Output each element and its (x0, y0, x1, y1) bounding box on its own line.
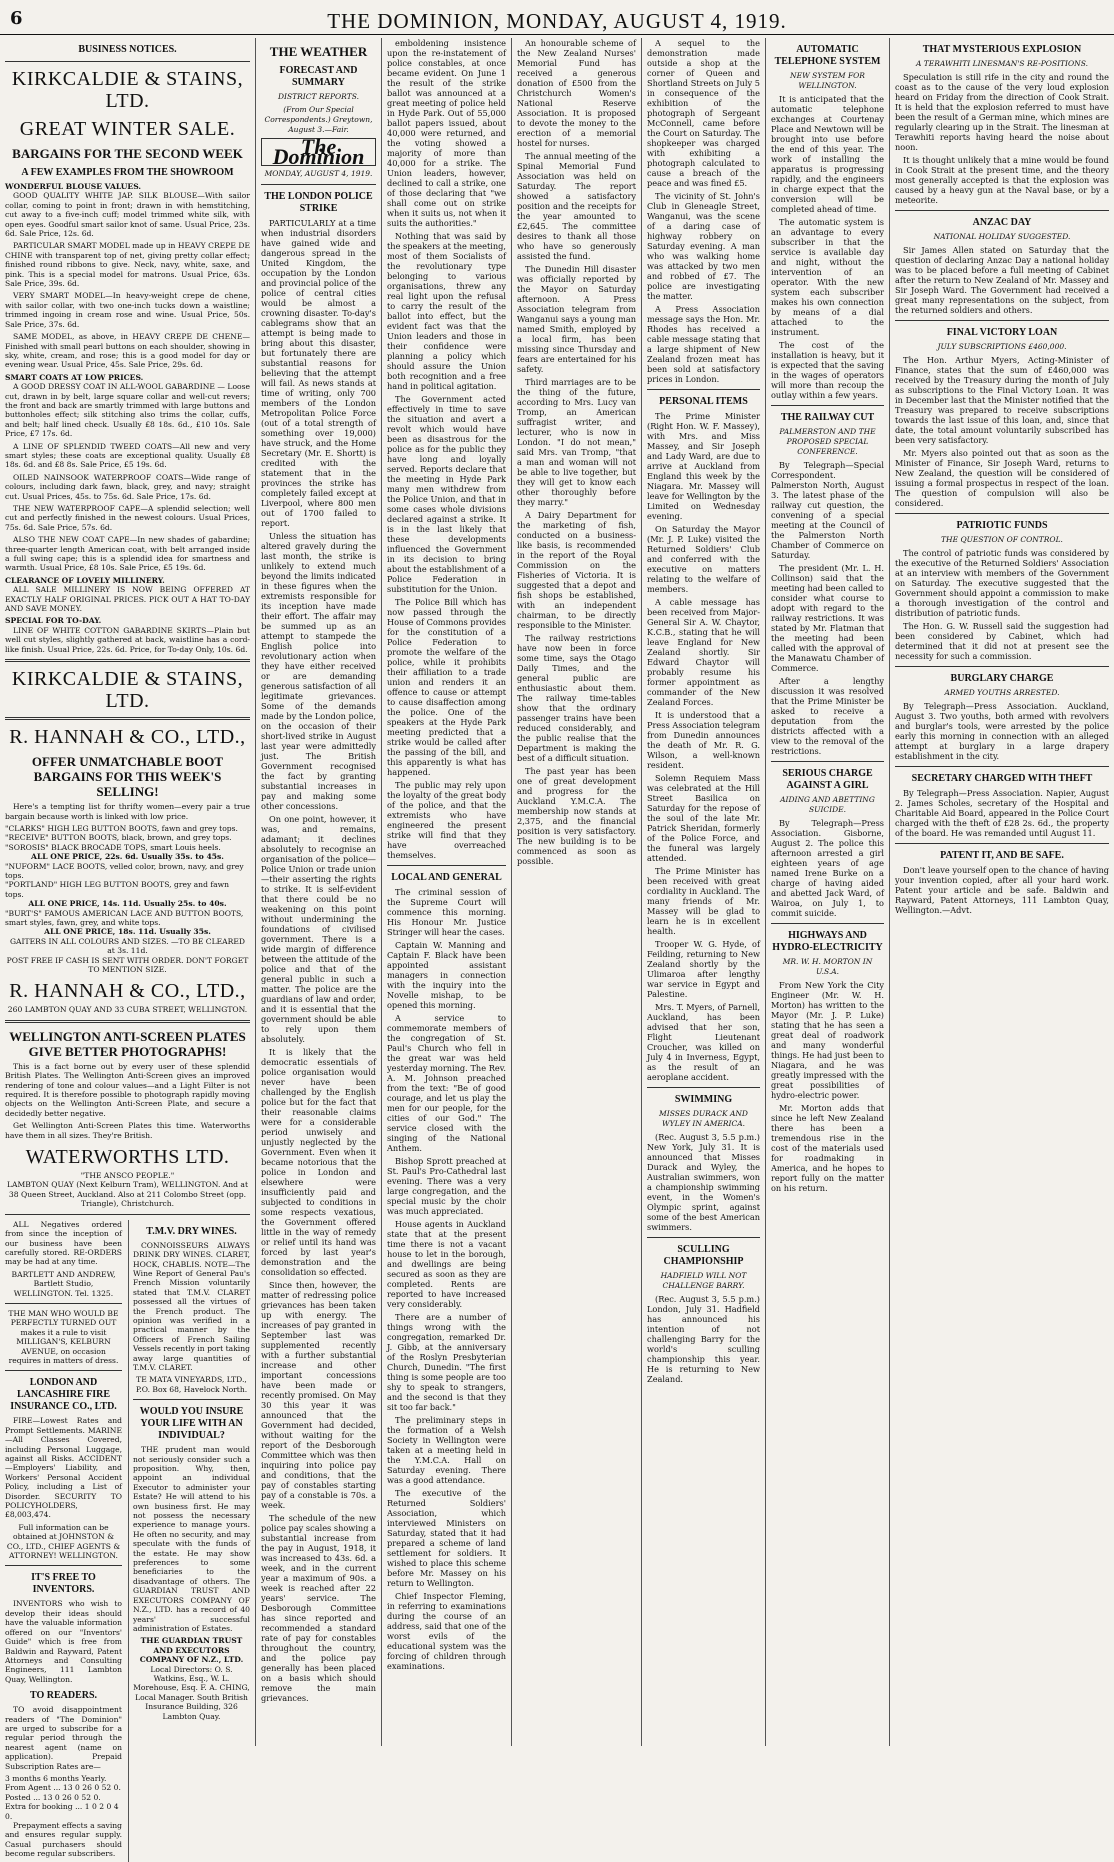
hydro-paragraph: From New York the City Engineer (Mr. W. H. Morton) has written to the Mayor (Mr. J. P. Luke) stating that he has seen a great deal of roadwork and many wonderful things. He had just been to Niagara, and he was greatly impressed with the great possibilities of hydro-electric power. (771, 980, 884, 1100)
ad-paragraph: PARTICULAR SMART MODEL made up in HEAVY CREPE DE CHINE with transparent top of net, giving pretty collar effect; finished round ribbons to give. Neck, navy, white, saxe, and pink. This is a special model for matrons. Usual Price, 63s. Sale Price, 39s. 6d. (5, 241, 250, 289)
loan-title: FINAL VICTORY LOAN (946, 327, 1058, 338)
charge-title: SERIOUS CHARGE AGAINST A GIRL (782, 768, 873, 791)
subscription-rates: 3 months 6 months Yearly. From Agent ... 13 0 26 0 52 0. Posted ... 13 0 26 0 52 0. Extra for booking ... 1 0 2 0 4 0. (5, 1773, 121, 1821)
news-item: A Dairy Department for the marketing of fish, conducted on a business-like basis, is recommended in the report of the Royal Commission on the Fisheries of Victoria. It is suggested that a depot and fish shops be established, with an independent chairman, to be directly responsible to the Minister. (517, 510, 636, 630)
page-number: 6 (10, 8, 23, 29)
column-personal (642, 38, 766, 1746)
burglary-paragraph: By Telegraph—Press Association. Auckland, August 3. Two youths, both armed with revolvers and burglar's tools, were arrested by the police early this morning in connection with an alleged attempt at burglary in a large drapery establishment in the city. (895, 701, 1109, 761)
readers-title: TO READERS. (29, 1690, 98, 1702)
news-item: Third marriages are to be the thing of the future, according to Mrs. Lucy van Tromp, an American suffragist writer, and lecturer, who is now in London. "I do not mean," said Mrs. van Tromp, "that a man and woman will not be able to live together, but they will get to know each other thoroughly before they marry." (517, 377, 636, 507)
news-item: The Dunedin Hill disaster was officially reported by the Mayor on Saturday afternoon. A Press Association telegram from Wanganui says a young man named Smith, employed by a local firm, has been missing since Thursday and fears are entertained for his safety. (517, 264, 636, 374)
editorial-dateline: MONDAY, AUGUST 4, 1919. (264, 169, 373, 178)
hannah-address: 260 LAMBTON QUAY AND 33 CUBA STREET, WELLINGTON. (7, 1005, 248, 1015)
hydro-subtitle: MR. W. H. MORTON IN U.S.A. (782, 957, 873, 976)
personal-item: Trooper W. G. Hyde, of Feilding, returning to New Zealand shortly by the Ulimaroa after lengthy war service in Egypt and Palestine. (647, 939, 760, 999)
secretary-paragraph: By Telegraph—Press Association. Napier, August 2. James Scholes, secretary of the Hospital and Charitable Aid Board, appeared in the Police Court charged with the theft of £28 2s. 6d., the property of the board. He was remanded until August 11. (895, 788, 1109, 838)
ad-paragraph: A LINE OF SPLENDID TWEED COATS—All new and very smart styles; these coats are exceptional quality. Usually £8 18s. 6d. and £8 8s. Sale Price, £5 19s. 6d. (5, 441, 250, 470)
insurance-body: FIRE—Lowest Rates and Prompt Settlements. MARINE—All Classes Covered, including Personal Luggage, against all Risks. ACCIDENT—Employers' Liability, and Workers' Personal Accident Policy, including a List of Disorder. SECURITY TO POLICYHOLDERS, £8,003,474. (5, 1416, 122, 1520)
ad-paragraph: ALL SALE MILLINERY IS NOW BEING OFFERED AT EXACTLY HALF ORIGINAL PRICES. PICK OUT A HAT TO-DAY AND SAVE MONEY. (5, 585, 250, 614)
telephone-subtitle: NEW SYSTEM FOR WELLINGTON. (790, 71, 865, 90)
article-paragraph: The Police Bill which has now passed through the House of Commons provides for the constitution of a Police Federation to promote the welfare of the police, while it prohibits their affiliation to a trade union and renders it an offence to cause or attempt to cause disaffection among the police. One of the speakers at the Hyde Park meeting predicted that a strike would be called after the passing of the bill, and this apparently is what has happened. (387, 597, 506, 777)
editorial-paragraph: On one point, however, it was, and remains, adamant; it declines absolutely to recognise an organisation of the police—Police Union or trade union—their asserting the rights to strike. It is self-evident that there could be no weakening on this point without undermining the foundations of civilised government. There is a wide margin of difference between the attitude of the police and that of the general public in such a matter. The police are the guardians of law and order, and it is essential that the government should be able to rely upon them absolutely. (261, 814, 376, 1044)
news-item: A Press Association message says the Hon. Mr. Rhodes has received a cable message stating that a large shipment of New Zealand frozen meat has been sold at satisfactory prices in London. (647, 304, 760, 384)
bargains-heading: BARGAINS FOR THE SECOND WEEK (12, 146, 243, 161)
charge-paragraph: By Telegraph—Press Association. Gisborne, August 2. The police this afternoon arrested a girl eighteen years of age named Irene Burke on a charge of having aided and abetted Jack Ward, of Wairoa, on July 1, to commit suicide. (771, 818, 884, 918)
readers-body: TO avoid disappointment readers of "The Dominion" are urged to subscribe for a regular period through the nearest agent (name on application). Prepaid Subscription Rates are— (5, 1705, 122, 1771)
personal-item: It is understood that a Press Association telegram from Dunedin announces the death of Mr. R. G. Wilson, a well-known resident. (647, 710, 760, 770)
hannah-item: GAITERS IN ALL COLOURS AND SIZES. —TO BE CLEARED at 3s. 11d. (9, 936, 246, 956)
news-item: The railway restrictions have now been in force some time, says the Otago Daily Times, and the general public are enthusiastic about them. The railway time-tables show that the ordinary passenger trains have been reduced considerably, and the public realise that the Department is making the best of a difficult situation. (517, 633, 636, 763)
railway-paragraph: By Telegraph—Special Correspondent. Palmerston North, August 3. The latest phase of the railway cut question, the convening of a special meeting at the Council of the Palmerston North Chamber of Commerce on Saturday. (771, 460, 884, 560)
personal-item: Solemn Requiem Mass was celebrated at the Hill Street Basilica on Saturday for the repose of the soul of the late Mr. Patrick Sheridan, formerly of the Police Force, and the funeral was largely attended. (647, 773, 760, 863)
inventors-title: IT'S FREE TO INVENTORS. (31, 1572, 96, 1596)
explosion-title: THAT MYSTERIOUS EXPLOSION (922, 44, 1082, 55)
local-item: Chief Inspector Fleming, in referring to examinations during the course of an address, said that one of the worst evils of the educational system was the forcing of children through examinations. (387, 1591, 506, 1671)
article-paragraph: The Government acted effectively in time to save the situation and avert a revolt which would have been as disastrous for the police as for the public they have long and loyally served. Reports declare that the meeting in Hyde Park many men withdrew from the Police Union, and that in some cases whole divisions declared against a strike. It is in the last likely that these developments influenced the Government in its decision to bring about the establishment of a Police Federation in substitution for the Union. (387, 394, 506, 594)
ad-paragraph: GOOD QUALITY WHITE JAP. SILK BLOUSE—With sailor collar, coming to point in front; drawn in with hemstitching, cut away to a five-inch cuff; model trimmed white silk, with open eyes. Goodful smart sailor knot of same. Usual Price, 23s. 6d. Sale Price, 12s. 6d. (5, 191, 250, 239)
patriotic-paragraph: The Hon. G. W. Russell said the suggestion had been considered by Cabinet, which had determined that it did not at present see the necessity for such a commission. (895, 621, 1109, 661)
hydro-title: HIGHWAYS AND HYDRO-ELECTRICITY (772, 930, 883, 953)
bartlett-ad: BARTLETT AND ANDREW, Bartlett Studio, WELLINGTON. Tel. 1325. (11, 1269, 116, 1298)
hannah-heading: OFFER UNMATCHABLE BOOT BARGAINS FOR THIS WEEK'S SELLING! (31, 754, 224, 800)
explosion-paragraph: It is thought unlikely that a mine would be found in Cook Strait at the present time, and the theory most generally accepted is that the explosion was caused by a heavy gun at the Naval base, or by a meteorite. (895, 155, 1109, 205)
ad-paragraph: ALSO THE NEW COAT CAPE—In new shades of gabardine; three-quarter length American coat, with belt arranged inside a full swing cape; this is a splendid idea for smartness and warmth. Usual Price, £8 10s. Sale Price, £5 19s. 6d. (5, 535, 250, 573)
ad-paragraph: THE NEW WATERPROOF CAPE—A splendid selection; well cut and perfectly finished in the newest colours. Usual Prices, 75s. 6d. Sale Price, 57s. 6d. (5, 504, 250, 532)
explosion-paragraph: Speculation is still rife in the city and round the coast as to the cause of the very loud explosion heard on Friday from the direction of Cook Strait. It is held that the explosion referred to must have been the result of a German mine, which mines are regularly clearing up in the Strait. The linesman at Terawhiti reports having heard the noise about noon. (895, 72, 1109, 152)
column-explosion-anzac (890, 38, 1114, 1746)
hannah-item: "PORTLAND" HIGH LEG BUTTON BOOTS, grey and fawn tops. (5, 880, 230, 899)
swimming-title: SWIMMING (674, 1094, 733, 1105)
railway-title: THE RAILWAY CUT (780, 412, 875, 423)
hannah-price: ALL ONE PRICE, 14s. 11d. Usually 25s. to 40s. (28, 899, 227, 909)
anti-screen-title: WELLINGTON ANTI-SCREEN PLATES GIVE BETTER PHOTOGRAPHS! (9, 1028, 246, 1059)
explosion-subtitle: A TERAWHITI LINESMAN'S RE-POSITIONS. (916, 59, 1088, 68)
burglary-subtitle: ARMED YOUTHS ARRESTED. (944, 688, 1060, 697)
readers-note: Prepayment effects a saving and ensures regular supply. Casual purchasers should become regular subscribers. (5, 1821, 122, 1859)
swimming-body: (Rec. August 3, 5.5 p.m.) New York, July 31. It is announced that Misses Durack and Wyley, the Australian swimmers, won a championship swimming event, in the Women's Olympic sprint, against some of the best American swimmers. (647, 1132, 760, 1232)
hannah-title: R. HANNAH & CO., LTD., (9, 726, 246, 749)
hannah-item: POST FREE IF CASH IS SENT WITH ORDER. DON'T FORGET TO MENTION SIZE. (6, 955, 249, 974)
waterworths-title: WATERWORTHS LTD. (25, 1146, 230, 1169)
hannah-price: ALL ONE PRICE, 18s. 11d. Usually 35s. (44, 927, 211, 937)
local-item: There are a number of things wrong with the congregation, remarked Dr. J. Gibb, at the anniversary of the Roslyn Presbyterian Church, Dunedin. "The first thing is some people are too shy to speak to strangers, and the second is that they sit too far back." (387, 1312, 506, 1412)
ad-paragraph: LINE OF WHITE COTTON GABARDINE SKIRTS—Plain but well cut styles, slightly gathered at back, waistline has a cord-like finish. Usual Price, 22s. 6d. Price, for To-day Only, 10s. 6d. (5, 625, 250, 654)
special-section: SPECIAL FOR TO-DAY. (5, 616, 102, 626)
winter-sale-title: GREAT WINTER SALE. (19, 118, 236, 140)
railway-paragraph: After a lengthy discussion it was resolved that the Prime Minister be asked to receive a deputation from the districts affected with a view to the removal of the restrictions. (771, 676, 884, 756)
insurance-agents: Full information can be obtained at JOHNSTON & CO., LTD., CHIEF AGENTS & ATTORNEY! WELLINGTON. (6, 1522, 121, 1561)
kirkcaldie-title: KIRKCALDIE & STAINS, LTD. (11, 68, 244, 112)
hannah-item: "SOROSIS" BLACK BROCADE TOPS, smart Louis heels. (5, 842, 221, 852)
tmv-title: T.M.V. DRY WINES. (146, 1225, 237, 1237)
patriotic-subtitle: THE QUESTION OF CONTROL. (941, 535, 1063, 544)
negatives-ad: ALL Negatives ordered from since the inception of our business have been carefully stored. RE-ORDERS may be had at any time. (5, 1219, 122, 1267)
weather-district: DISTRICT REPORTS. (278, 92, 359, 101)
charge-subtitle: AIDING AND ABETTING SUICIDE. (780, 795, 875, 814)
loan-subtitle: JULY SUBSCRIPTIONS £460,000. (937, 342, 1067, 351)
news-item: The past year has been one of great development and progress for the Auckland Y.M.C.A. The membership now stands at 2,375, and the financial position is very satisfactory. The new building is to be commenced as soon as possible. (517, 766, 636, 866)
patent-paragraph: Don't leave yourself open to the chance of having your invention copied, after all your hard work. Patent your article and be safe. Baldwin and Rayward, Patent Attorneys, 111 Lambton Quay, Wellington.—Advt. (895, 865, 1109, 915)
hannah-item: "CLARKS" HIGH LEG BUTTON BOOTS, fawn and grey tops. (5, 823, 238, 833)
local-general-title: LOCAL AND GENERAL (391, 872, 502, 883)
loan-paragraph: Mr. Myers also pointed out that as soon as the Minister of Finance, Sir Joseph Ward, returns to New Zealand, the question will be considered of issuing a formal prospectus in respect of the loan. The question of compulsion will also be considered. (895, 448, 1109, 508)
hannah-price: ALL ONE PRICE, 22s. 6d. Usually 35s. to 45s. (31, 852, 224, 862)
weather-title: THE WEATHER (269, 44, 368, 59)
weather-subtitle: FORECAST AND SUMMARY (279, 65, 358, 88)
local-item: House agents in Auckland state that at the present time there is not a vacant house to let in the borough, and dwellings are being secured as soon as they are completed. Rents are reported to have increased very considerably. (387, 1219, 506, 1309)
personal-item: On Saturday the Mayor (Mr. J. P. Luke) visited the Returned Soldiers' Club and conferred with the executive on matters relating to the welfare of members. (647, 524, 760, 594)
ad-paragraph: SAME MODEL, as above, in HEAVY CREPE DE CHENE—Finished with small pearl buttons on each shoulder, showing in sky, white, cream, and rose; this is a good model for day or evening wear. Usual Price, 45s. Sale Price, 29s. 6d. (5, 332, 250, 370)
trust-directors: Local Directors: O. S. Watkins, Esq., W. L. Morehouse, Esq. F. A. CHING, Local Manager. South British Insurance Building, 326 Lambton Quay. (133, 1664, 250, 1721)
trust-title: WOULD YOU INSURE YOUR LIFE WITH AN INDIVIDUAL? (139, 1406, 244, 1442)
loan-paragraph: The Hon. Arthur Myers, Acting-Minister of Finance, states that the sum of £460,000 was received by the Treasury during the month of July as subscriptions to the Final Victory Loan. It was in December last that the Minister notified that the Treasury was prepared to receive subscriptions towards the last issue of this loan, and, since that date, the total amount voluntarily subscribed has been very satisfactory. (895, 355, 1109, 445)
newspaper-title: THE DOMINION, MONDAY, AUGUST 4, 1919. (327, 8, 787, 33)
local-item: The executive of the Returned Soldiers' Association, which interviewed Ministers on Saturday, stated that it had prepared a scheme of land settlement for soldiers. It wished to place this scheme before Mr. Massey on his return to Wellington. (387, 1488, 506, 1588)
article-paragraph: Nothing that was said by the speakers at the meeting, most of them Socialists of the revolutionary type belonging to various organisations, threw any real light upon the refusal to carry the result of the ballot into effect, but the evident fact was that the Union leaders and those in their confidence were planning a policy which should assure the Union both recognition and a free hand in political agitation. (387, 231, 506, 391)
sculling-subtitle: HADFIELD WILL NOT CHALLENGE BARRY. (660, 1271, 747, 1290)
weather-note: (From Our Special Correspondents.) Greytown, August 3.—Fair. (264, 105, 373, 134)
anzac-paragraph: Sir James Allen stated on Saturday that the question of declaring Anzac Day a national holiday was to be placed before a full meeting of Cabinet after the return to New Zealand of Mr. Massey and Sir Joseph Ward. The Government had received a great many representations on the subject, from the returned soldiers and others. (895, 245, 1109, 315)
editorial-paragraph: Since then, however, the matter of redressing police grievances has been taken up with energy. The increases of pay granted in September last was supplemented recently with a further substantial increase and other important concessions have been made or recently promised. On May 30 this year it was announced that the Government had decided, without waiting for the report of the Desborough Committee which was then inquiring into police pay and conditions, that the pay of constables starting pay of a constable is 70s. a week. (261, 1280, 376, 1510)
burglary-title: BURGLARY CHARGE (950, 673, 1054, 684)
hannah-footer: R. HANNAH & CO., LTD., (9, 980, 246, 1003)
insurance-title: LONDON AND LANCASHIRE FIRE INSURANCE CO., LTD. (10, 1377, 117, 1413)
personal-item: A cable message has been received from Major-General Sir A. W. Chaytor, K.C.B., stating that he will leave England for New Zealand shortly. Sir Edward Chaytor will probably resume his former appointment as commander of the New Zealand Forces. (647, 597, 760, 707)
milligans-ad: THE MAN WHO WOULD BE PERFECTLY TURNED OUT makes it a rule to visit MILLIGAN'S, KELBURN AVENUE, on occasion requires in matters of dress. (8, 1308, 119, 1365)
coats-section: SMART COATS AT LOW PRICES. (5, 372, 144, 382)
personal-item: The Prime Minister has been received with great cordiality in Auckland. The many friends of Mr. Massey will be glad to learn he is in excellent health. (647, 866, 760, 936)
railway-subtitle: PALMERSTON AND THE PROPOSED SPECIAL CONFERENCE. (779, 427, 876, 456)
telephone-title: AUTOMATIC TELEPHONE SYSTEM (774, 44, 881, 67)
editorial-paragraph: It is likely that the democratic essentials of police organisation would never have been challenged by the English police but for the fact that their reasonable claims were for a considerable period unwisely and unjustly neglected by the Government. Even when it became notorious that the police in London and elsewhere were insufficiently paid and subjected to conditions in some respects vexatious, the Government offered little in the way of remedy or relief until its hand was forced by last year's demonstration and the consolidation so effected. (261, 1047, 376, 1277)
sculling-body: (Rec. August 3, 5.5 p.m.) London, July 31. Hadfield has announced his intention of not challenging Barry for the world's sculling championship this year. He is returning to New Zealand. (647, 1294, 760, 1384)
ad-paragraph: VERY SMART MODEL—In heavy-weight crepe de chene, with sailor collar, with two one-inch tucks down a waistline; trimmed ingoing in cream rose and wine. Usual Price, 50s. Sale Price, 37s. 6d. (5, 291, 250, 329)
local-item: Bishop Sprott preached at St. Paul's Pro-Cathedral last evening. There was a very large congregation, and the special music by the choir was much appreciated. (387, 1156, 506, 1216)
hannah-item: "NUFORM" LACE BOOTS, velled color, brown, navy, and grey tops. (5, 861, 244, 880)
local-item: Captain W. Manning and Captain F. Black have been appointed assistant managers in connection with the inquiry into the Novelle mishap, to be opened this morning. (387, 940, 506, 1010)
news-item: An honourable scheme of the New Zealand Nurses' Memorial Fund has received a generous donation of £500 from the Christchurch Women's National Reserve Association. It is proposed to devote the money to the erection of a memorial hostel for nurses. (517, 38, 636, 148)
hannah-intro: Here's a tempting list for thrifty women—every pair a true bargain because worth is linked with low price. (5, 802, 250, 821)
waterworths-address: LAMBTON QUAY (Next Kelburn Tram), WELLINGTON. And at 38 Queen Street, Auckland. Also at 211 Colombo Street (opp. Triangle), Christchurch. (6, 1180, 248, 1209)
local-item: The preliminary steps in the formation of a Welsh Society in Wellington were taken at a meeting held in the Y.M.C.A. Hall on Saturday evening. There was a good attendance. (387, 1415, 506, 1485)
showroom-heading: A FEW EXAMPLES FROM THE SHOWROOM (21, 167, 234, 178)
waterworths-sub: "THE ANSCO PEOPLE." (80, 1171, 175, 1181)
kirkcaldie-footer: KIRKCALDIE & STAINS, LTD. (11, 668, 244, 713)
telephone-paragraph: The automatic system is an advantage to every subscriber in that the service is available day and night, without the intervention of an operator. With the new system each subscriber makes his own connection by means of a dial attached to the instrument. (771, 217, 884, 337)
patent-title: PATENT IT, AND BE SAFE. (940, 850, 1064, 861)
editorial-paragraph: PARTICULARLY at a time when industrial disorders have gained wide and dangerous spread in the United Kingdom, the occupation by the London and provincial police of the police of central cities would be almost a crowning disaster. To-day's cablegrams show that an attempt is being made to bring about this disaster, but fortunately there are substantial reasons for believing that the attempt will fail. As news stands at time of writing, only 700 members of the London Metropolitan Police Force (out of a total strength of something over 19,000) have struck, and the Home Secretary (Mr. E. Shortt) is credited with the statement that in the provinces the strike has completely failed except at Liverpool, where 800 men out of 1700 failed to report. (261, 218, 376, 528)
personal-items-title: PERSONAL ITEMS (659, 396, 748, 407)
column-editorial (256, 38, 382, 1746)
tmv-body: CONNOISSEURS ALWAYS DRINK DRY WINES. CLARET, HOCK, CHABLIS. NOTE—The Wine Report of General Pau's French Mission voluntarily stated that T.M.V. CLARET possessed all the virtues of the French product. The opinion was verified in a practical manner by the Officers of French Sailing Vessels recently in port taking away large quantities of T.M.V. CLARET. (133, 1240, 250, 1372)
telephone-paragraph: The cost of the installation is heavy, but it is expected that the saving in the wages of operators will more than recoup the outlay within a few years. (771, 340, 884, 400)
trust-firm: THE GUARDIAN TRUST AND EXECUTORS COMPANY OF N.Z., LTD. (139, 1636, 244, 1665)
article-paragraph: emboldening insistence upon the re-instatement of police constables, at once became evident. On June 1 the result of the strike ballot was announced at a great meeting of police held in Hyde Park. Out of 55,000 ballot papers issued, about 40,000 were returned, and the voting showed a majority of more than 40,000 for a strike. The Union leaders, however, declined to call a strike, one of those declaring that "we shall come out on strike when it suits us, not when it suits the authorities." (387, 38, 506, 228)
hannah-item: "BURT'S" FAMOUS AMERICAN LACE AND BUTTON BOOTS, smart styles, fawn, grey, and white tops. (5, 908, 244, 927)
editorial-paragraph: Unless the situation has altered gravely during the last month, the strike is unlikely to extend much beyond the limits indicated in these figures when the extremists responsible for its inception have made their effort. The affair may be summed up as an attempt to stampede the English police into revolutionary action when they have either received or are demanding generous satisfaction of all legitimate grievances. Some of the demands made by the London police, on the occasion of their short-lived strike in August last year were admittedly just. The British Government recognised the fact by granting substantial increases in pay and making some other concessions. (261, 531, 376, 811)
millinery-section: CLEARANCE OF LOVELY MILLINERY. (5, 575, 165, 585)
news-item: A sequel to the demonstration made outside a shop at the corner of Queen and Shortland Streets on July 5 in consequence of the exhibition of the photograph of Sergeant McConnell, came before the Court on Saturday. The shopkeeper was charged with exhibiting a photograph calculated to cause a breach of the peace and was fined £5. (647, 38, 760, 188)
newspaper-logo: The Dominion (261, 138, 376, 166)
telephone-paragraph: It is anticipated that the automatic telephone exchanges at Courtenay Place and Newtown will be brought into use before the end of this year. The work of installing the apparatus is progressing rapidly, and the engineers in charge expect that the conversion will be completed ahead of time. (771, 94, 884, 214)
hannah-item: "RECEIVE" BUTTON BOOTS, black, brown, and grey tops. (5, 833, 232, 843)
patriotic-title: PATRIOTIC FUNDS (956, 520, 1048, 531)
masthead (0, 8, 1114, 35)
personal-item: Mrs. T. Myers, of Parnell, Auckland, has been advised that her son, Flight Lieutenant Croucher, was killed on July 4 in Inverness, Egypt, as the result of an aeroplane accident. (647, 1002, 760, 1082)
article-paragraph: The public may rely upon the loyalty of the great body of the police, and that the extremists who have engineered the present strike will find that they have overreached themselves. (387, 780, 506, 860)
anti-screen-body: Get Wellington Anti-Screen Plates this time. Waterworths have them in all sizes. They're British. (5, 1121, 250, 1140)
railway-paragraph: The president (Mr. L. H. Collinson) said that the meeting had been called to consider what course to adopt with regard to the railway restrictions. It was stated by Mr. Flatman that the meeting had been called with the approval of the Manawatu Chamber of Commerce. (771, 563, 884, 673)
editorial-paragraph: The schedule of the new police pay scales showing a substantial increase from the pay in August, 1918, it was increased to 43s. 6d. a week, and in the current year a maximum of 90s. a week is reached after 22 years' service. The Desborough Committee has since reported and recommended a standard rate of pay for constables throughout the country, and the police pay generally has been placed on a basis which should remove the main grievances. (261, 1513, 376, 1703)
news-item: The annual meeting of the Spinal Memorial Fund Association was held on Saturday. The report showed a satisfactory position and the receipts for the year amounted to £2,645. The committee desires to thank all those who have so generously assisted the fund. (517, 151, 636, 261)
column-local-general (382, 38, 512, 1746)
tmv-address: TE MATA VINEYARDS, LTD., P.O. Box 68, Havelock North. (135, 1375, 248, 1394)
local-item: A service to commemorate members of the congregation of St. Paul's Church who fell in the great war was held yesterday morning. The Rev. A. M. Johnson preached from the text: "Be of good courage, and let us play the men for our people, for the cities of our God." The service closed with the singing of the National Anthem. (387, 1013, 506, 1153)
hydro-paragraph: Mr. Morton adds that since he left New Zealand there has been a tremendous rise in the cost of the materials used for roadmaking in America, and he hopes to report fully on the matter on his return. (771, 1103, 884, 1193)
ad-paragraph: A GOOD DRESSY COAT IN ALL-WOOL GABARDINE — Loose cut, drawn in by belt, large square collar and well-cut revers; the front and back are smartly trimmed with large buttons and buttonholes effect; silk stitching also trims the collar, cuffs, and belt; half lined check. Usually £8 18s. 6d., £10 10s. Sale Price, £7 17s. 6d. (5, 382, 250, 439)
column-general-news (512, 38, 642, 1746)
trust-body: THE prudent man would not seriously consider such a proposition. Why, then, appoint an individual Executor to administer your Estate? He will attend to his own business first. He may not possess the necessary experience to manage yours. He often no security, and may speculate with the funds of the estate. He may show preferences to some beneficiaries to the disadvantage of others. The GUARDIAN TRUST AND EXECUTORS COMPANY OF N.Z., LTD. has a record of 40 years' successful administration of Estates. (133, 1445, 250, 1633)
sculling-title: SCULLING CHAMPIONSHIP (663, 1244, 744, 1267)
blouse-section: WONDERFUL BLOUSE VALUES. (5, 182, 142, 191)
swimming-subtitle: MISSES DURACK AND WYLEY IN AMERICA. (659, 1109, 748, 1128)
news-item: The vicinity of St. John's Club in Gleneagle Street, Wanganui, was the scene of a daring case of highway robbery on Saturday evening. A man who was walking home was attacked by two men and robbed of £7. The police are investigating the matter. (647, 191, 760, 301)
local-item: The criminal session of the Supreme Court will commence this morning. His Honour Mr. Justice Stringer will hear the cases. (387, 887, 506, 937)
business-notices-heading: BUSINESS NOTICES. (78, 44, 177, 55)
anzac-subtitle: NATIONAL HOLIDAY SUGGESTED. (933, 232, 1071, 241)
secretary-title: SECRETARY CHARGED WITH THEFT (911, 773, 1093, 784)
anzac-title: ANZAC DAY (972, 217, 1032, 228)
inventors-body: INVENTORS who wish to develop their ideas should have the valuable information offered on our "Inventors' Guide" which is free from Baldwin and Rayward, Patent Attorneys and Consulting Engineers, 111 Lambton Quay, Wellington. (5, 1599, 122, 1684)
patriotic-paragraph: The control of patriotic funds was considered by the executive of the Returned Soldiers' Association at an interview with members of the Government on Saturday. The executive suggested that the Government should appoint a commission to make a thorough investigation of the control and distribution of patriotic funds. (895, 548, 1109, 618)
column-telephone-railway (766, 38, 890, 1746)
ad-paragraph: OILED NAINSOOK WATERPROOF COATS—Wide range of colours, including dark fawn, black, grey, and navy; straight cut. Usual Prices, 45s. to 75s. 6d. Sale Price, 17s. 6d. (5, 472, 250, 501)
personal-item: The Prime Minister (Right Hon. W. F. Massey), with Mrs. and Miss Massey, and Sir Joseph and Lady Ward, are due to arrive at Auckland from England this week by the Niagara. Mr. Massey will leave for Wellington by the Limited on Wednesday evening. (647, 411, 760, 521)
column-advertisements (0, 38, 256, 1859)
anti-screen-body: This is a fact borne out by every user of these splendid British Plates. The Wellington Anti-Screen gives an improved rendering of tone and colour values—and a Light Filter is not required. It is therefore possible to photograph rapidly moving objects on the Wellington Anti-Screen Plate, and secure a decidedly better negative. (5, 1061, 250, 1118)
editorial-title: THE LONDON POLICE STRIKE (264, 191, 373, 214)
